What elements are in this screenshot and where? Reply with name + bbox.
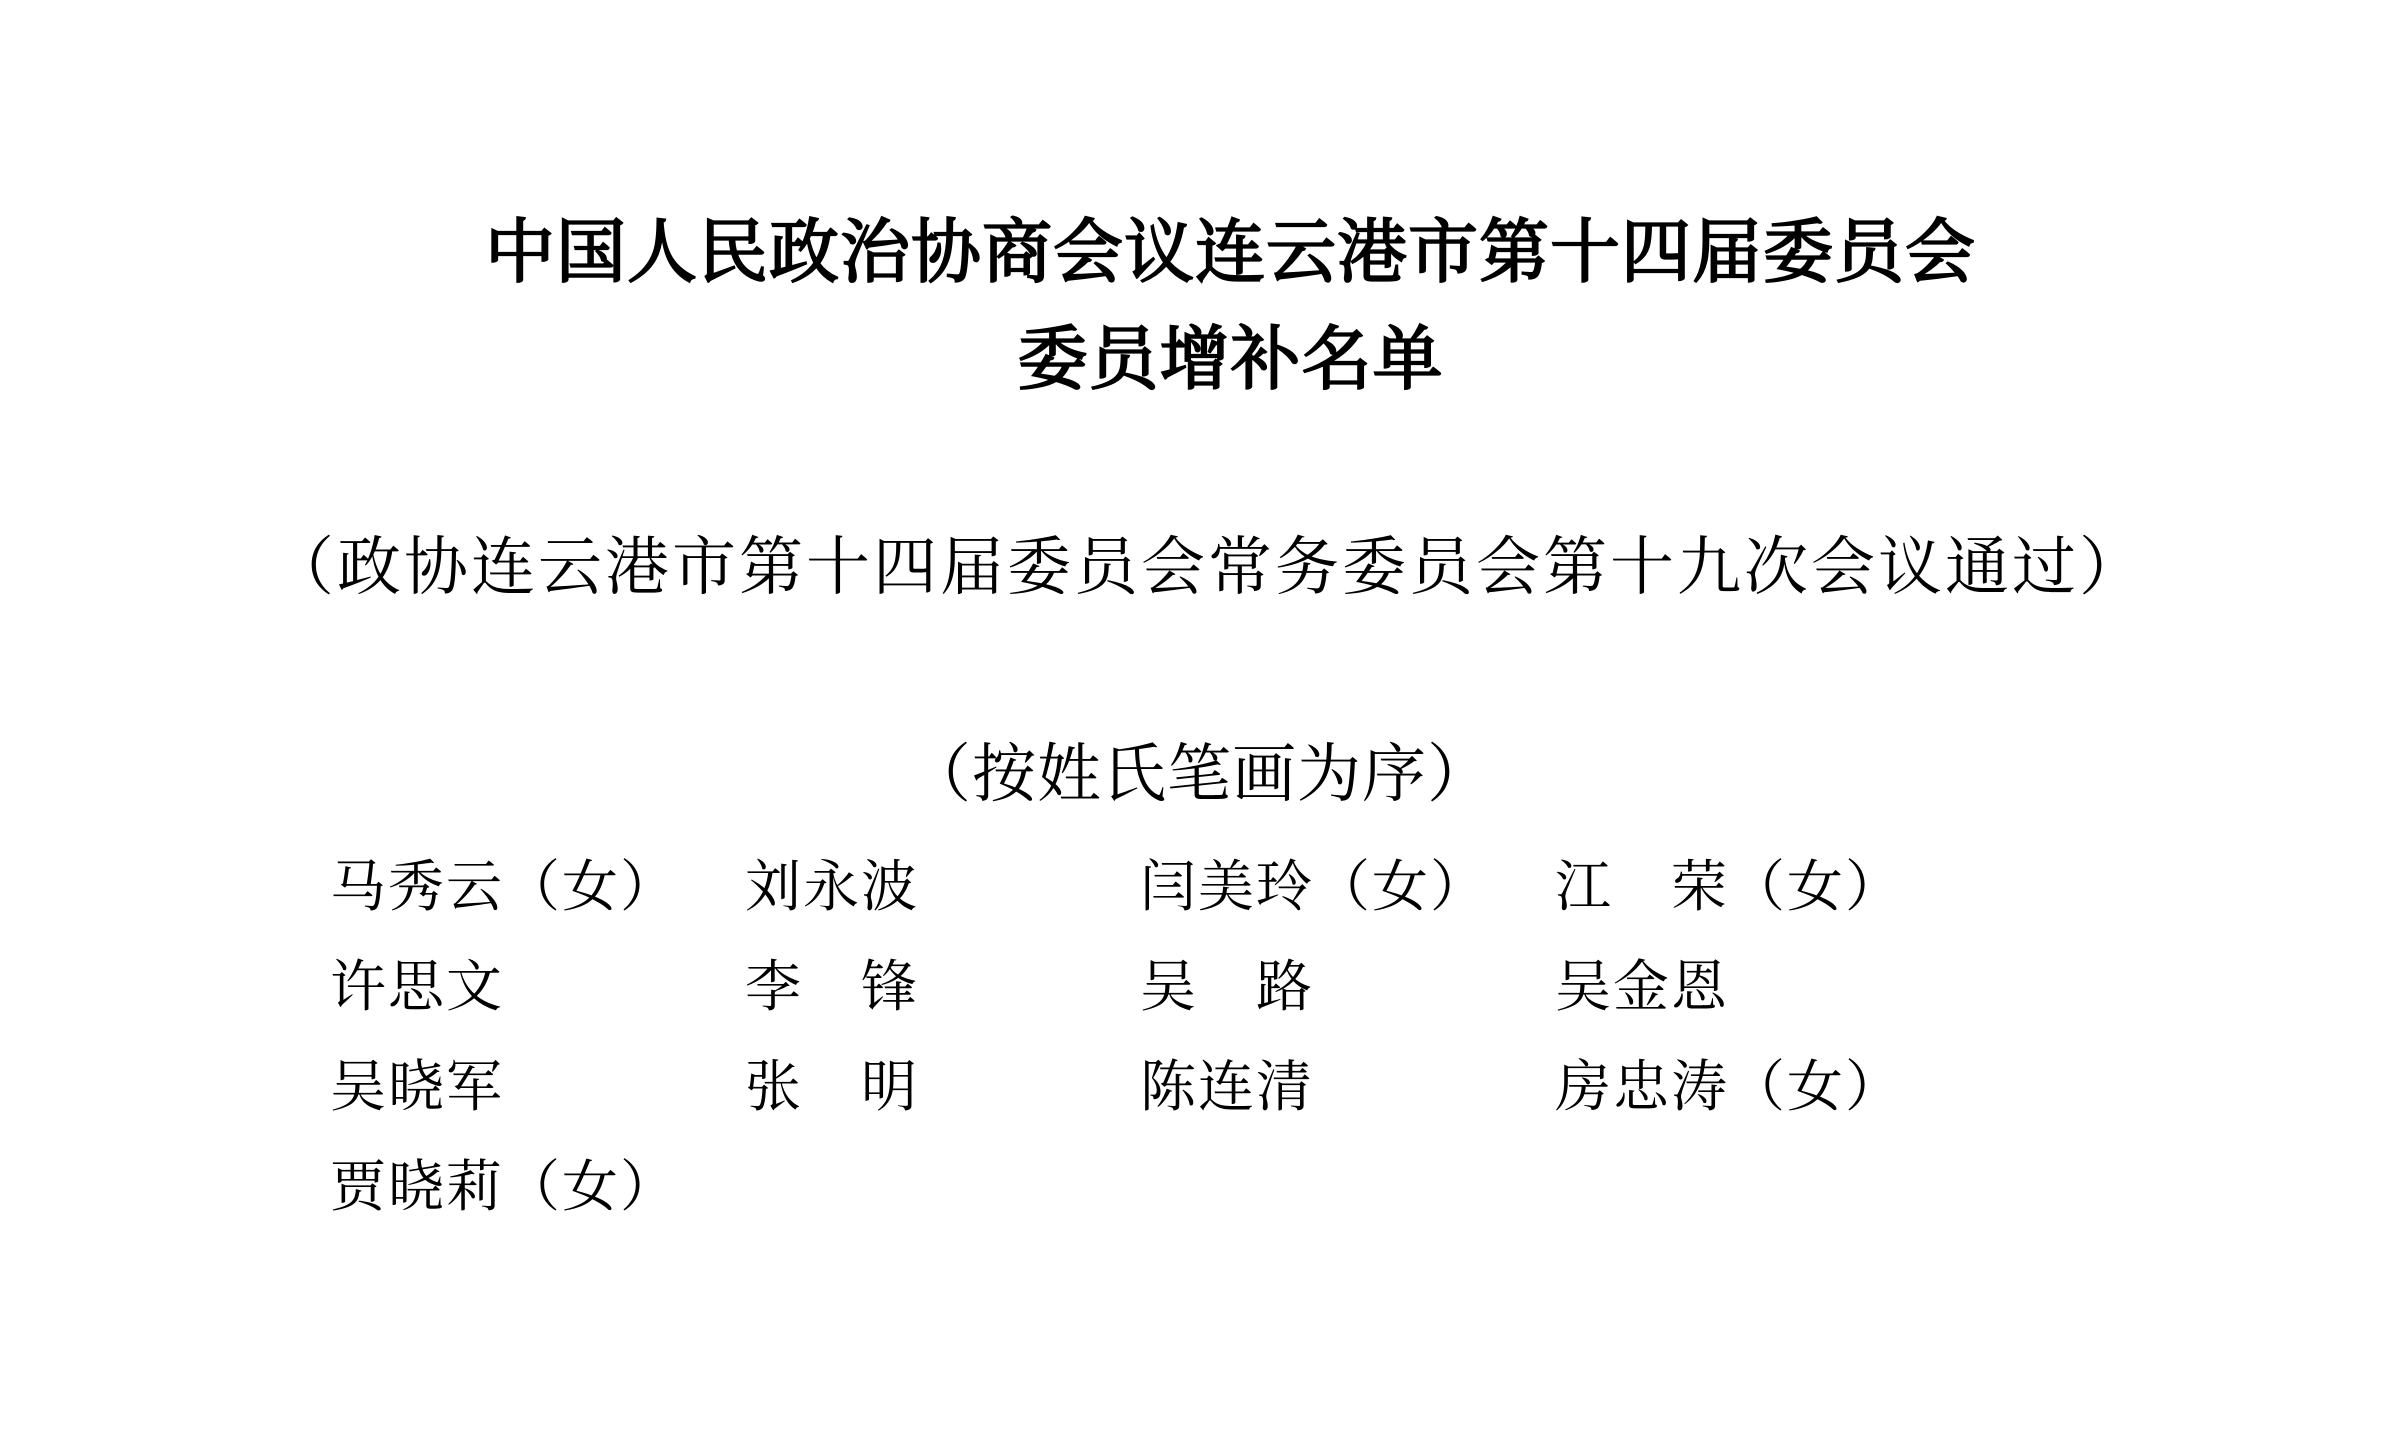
name-row: [0, 838, 2381, 938]
member-name: 许思文: [330, 957, 504, 1019]
approval-note: （政协连云港市第十四届委员会常务委员会第十九次会议通过）: [270, 532, 2146, 603]
member-name: 马秀云（女）: [330, 857, 678, 919]
member-name: 闫美玲（女）: [1140, 857, 1488, 919]
member-name: 陈连清: [1140, 1057, 1314, 1119]
member-name: 吴 路: [1140, 957, 1314, 1019]
title-line-1: 中国人民政治协商会议连云港市第十四届委员会: [485, 215, 1976, 292]
member-name-list: [0, 838, 2381, 1238]
member-name: 刘永波: [745, 857, 919, 919]
name-row: [0, 1138, 2381, 1238]
document-title: [0, 200, 2381, 414]
title-line-2: 委员增补名单: [1017, 322, 1444, 399]
member-name: 吴晓军: [330, 1057, 504, 1119]
member-name: 张 明: [745, 1057, 919, 1119]
sort-order-note: （按姓氏笔画为序）: [907, 739, 1492, 810]
member-name: 贾晓莉（女）: [330, 1157, 678, 1219]
member-name: 李 锋: [745, 957, 919, 1019]
member-name: 江 荣（女）: [1555, 857, 1903, 919]
name-row: [0, 1038, 2381, 1138]
member-name: 吴金恩: [1555, 957, 1729, 1019]
member-name: 房忠涛（女）: [1555, 1057, 1903, 1119]
name-row: [0, 938, 2381, 1038]
